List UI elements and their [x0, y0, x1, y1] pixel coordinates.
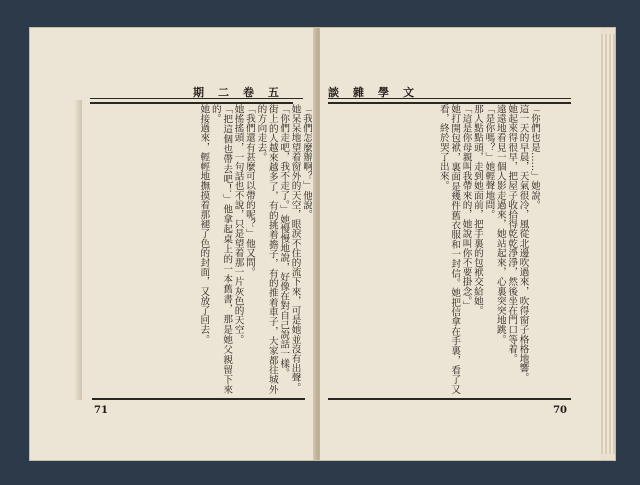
left-margin-shadow	[74, 100, 82, 400]
left-running-head: 期二卷五	[90, 84, 293, 104]
paragraph: 街上的人越來越多了，有的挑着擔子，有的推着車子，大家都往城外的方向走去。	[255, 104, 278, 394]
paragraph: 「我們怎麼辦啊？」他說。	[301, 104, 312, 220]
left-body-text	[92, 104, 312, 394]
left-page-number: 71	[94, 405, 108, 416]
left-page	[30, 28, 315, 460]
right-page-number: 70	[553, 405, 567, 416]
paragraph: 遠遠地看見一個人影走過來，她站起來，心裏突突地跳。	[494, 104, 506, 344]
paragraph: 「把這個也帶去吧！」他拿起桌上的一本舊書，那是她父親留下來的。	[209, 104, 233, 394]
paragraph: 她起來得很早，把屋子收拾得乾乾淨淨，然後坐在門口等着。	[506, 104, 518, 364]
right-bottom-rule	[328, 398, 571, 400]
paragraph: 「是你嗎？」她輕聲地問。	[483, 104, 495, 220]
paragraph: 她呆呆地望着窗外的天空，眼淚不住的流下來，可是她並沒有出聲。	[289, 104, 301, 392]
left-top-rule	[90, 98, 303, 99]
paragraph: 那人點點頭，走到她面前，把手裏的包袱交給她。	[471, 104, 483, 316]
paragraph: 她接過來，輕輕地撫摸着那褪了色的封面，又放了回去。	[198, 104, 210, 344]
left-bottom-rule	[92, 398, 305, 400]
paragraph: 這一天的早晨，天氣很冷，風從北邊吹過來，吹得窗子格格地響。	[517, 104, 529, 383]
paragraph: 「這是你母親叫我帶來的，她說叫你不要掛念。」	[460, 104, 472, 311]
paragraph: 「你們也是……」她說。	[529, 104, 540, 210]
right-body-text	[330, 104, 540, 394]
open-book	[30, 28, 615, 460]
paragraph: 她打開包袱，裏面是幾件舊衣服和一封信。她把信拿在手裏，看了又看，終於哭了出來。	[437, 104, 461, 394]
right-top-rule	[328, 98, 571, 99]
right-page	[320, 28, 601, 460]
paragraph: 「你們走吧，我不走了。」她慢慢地說，好像在對自己說話一樣。	[278, 104, 290, 378]
paragraph: 她搖搖頭，一句話也不說，只是望着那一片灰色的天空。	[232, 104, 244, 344]
paragraph: 「我們還有甚麼可以帶的呢？」他又問。	[243, 104, 255, 277]
page-edges	[601, 34, 615, 454]
right-running-head: 談雜學文	[328, 84, 571, 104]
